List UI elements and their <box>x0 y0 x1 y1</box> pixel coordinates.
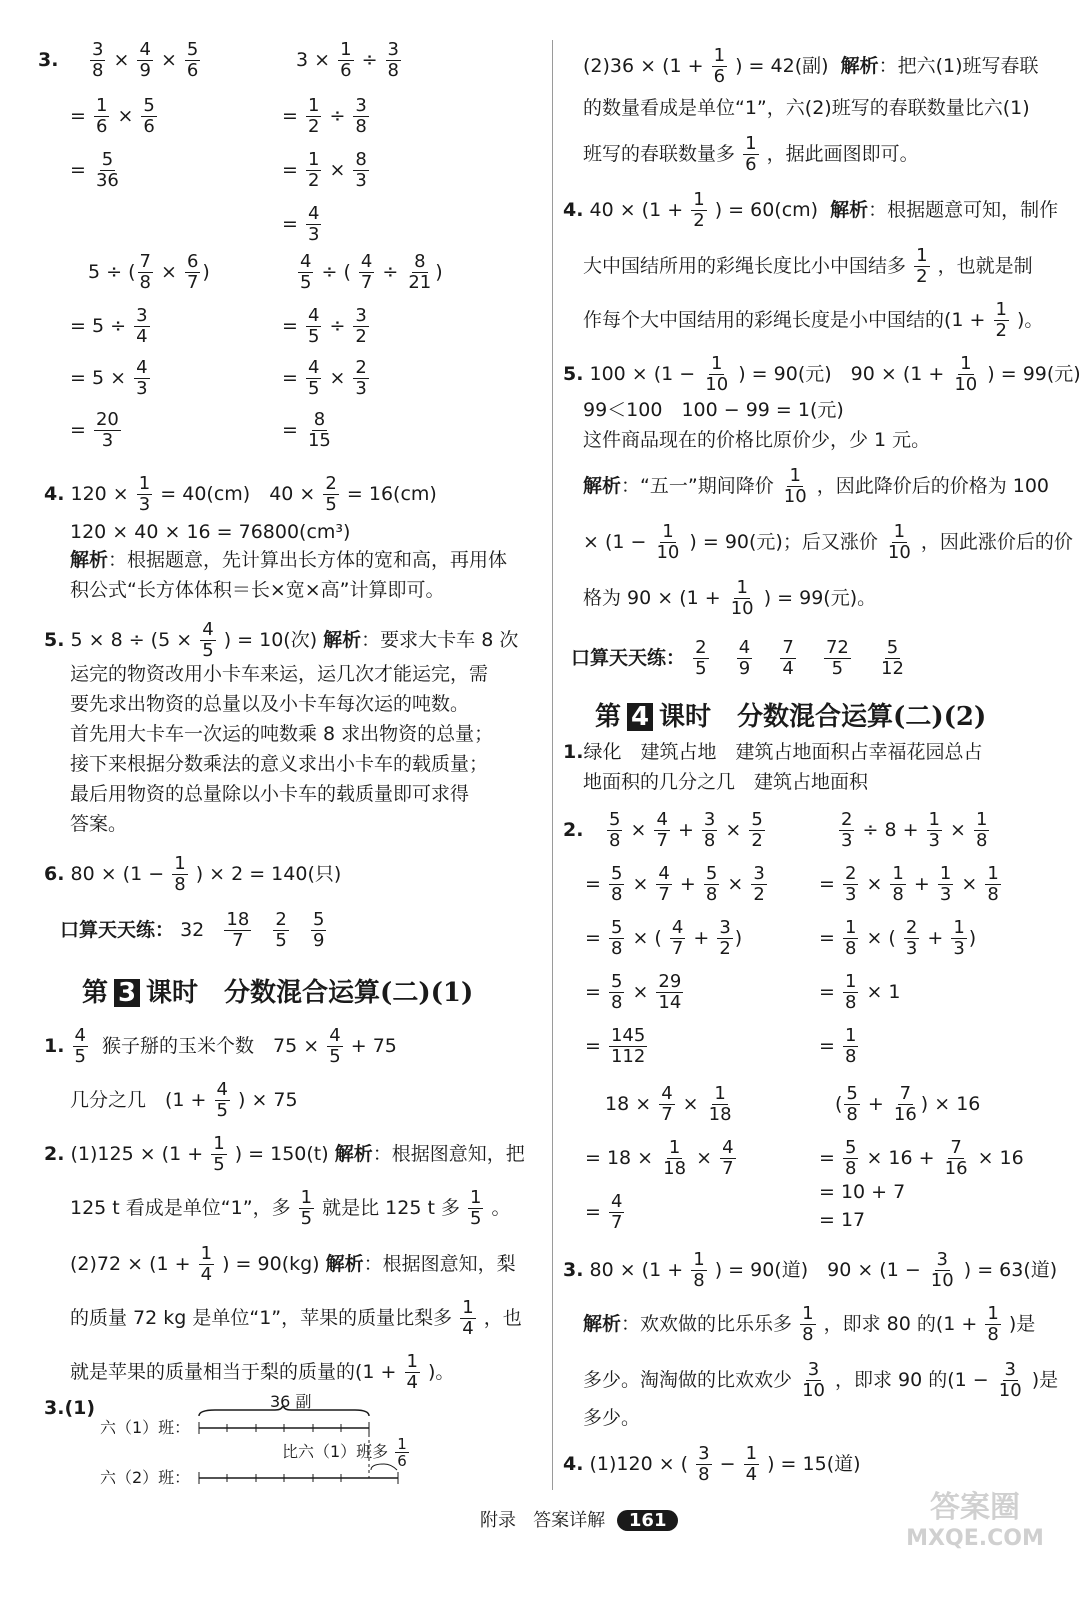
math-line: 4. 40 × (1 + $\frac{1}{2}$ ) = 60(cm) 解析：根据题意可知，制作 <box>563 189 1059 231</box>
math-line: × (1 − $\frac{1}{10}$ ) = 90(元)；后又涨价 $\frac{1}{10}$ ，因此涨价后的价 <box>583 521 1073 563</box>
math-line: 的质量 72 kg 是单位“1”，苹果的质量比梨多 $\frac{1}{4}$ ，也 <box>70 1297 522 1339</box>
math-line: = $\frac{5}{36}$ <box>70 149 119 191</box>
text-line: 要先求出物资的总量以及小卡车每次运的吨数。 <box>70 693 470 715</box>
math-line: = $\frac{5}{8}$ × 16 + $\frac{7}{16}$ × 16 <box>819 1137 1024 1179</box>
math-line: (2)72 × (1 + $\frac{1}{4}$ ) = 90(kg) 解析：根据图意知，梨 <box>70 1243 516 1285</box>
math-line: 几分之几 (1 + $\frac{4}{5}$ ) × 75 <box>70 1079 298 1121</box>
math-line: 5. 100 × (1 − $\frac{1}{10}$ ) = 90(元) 90 × (1 + $\frac{1}{10}$ ) = 99(元) <box>563 353 1081 395</box>
math-line: = 18 × $\frac{1}{18}$ × $\frac{4}{7}$ <box>585 1137 734 1179</box>
math-line: = $\frac{8}{15}$ <box>282 409 331 451</box>
text-line: 答案。 <box>70 813 128 835</box>
text-line: 首先用大卡车一次运的吨数乘 8 求出物资的总量； <box>70 723 494 745</box>
math-line: 3 × $\frac{1}{6}$ ÷ $\frac{3}{8}$ <box>296 39 399 81</box>
math-line: 1. $\frac{4}{5}$ 猴子掰的玉米个数 75 × $\frac{4}{5}$ + 75 <box>44 1025 397 1067</box>
diagram-total-label: 36 副 <box>270 1392 312 1411</box>
math-line: = $\frac{4}{5}$ × $\frac{2}{3}$ <box>282 357 367 399</box>
text-line: 这件商品现在的价格比原价少，少 1 元。 <box>583 429 931 451</box>
text-line: 解析：根据题意，先计算出长方体的宽和高，再用体 <box>70 549 508 571</box>
math-line: = $\frac{5}{8}$ × ( $\frac{4}{7}$ + $\frac{3}{2}$ ) <box>585 917 743 959</box>
math-line: = $\frac{1}{6}$ × $\frac{5}{6}$ <box>70 95 155 137</box>
question-number: 2. <box>563 819 584 841</box>
math-line: 作每个大中国结用的彩绳长度是小中国结的(1 + $\frac{1}{2}$ )。 <box>583 299 1044 341</box>
math-line: = 5 × $\frac{4}{3}$ <box>70 357 148 399</box>
math-line: = $\frac{5}{8}$ × $\frac{29}{14}$ <box>585 971 682 1013</box>
class-2-label: 六（2）班： <box>100 1468 191 1487</box>
text-line: 99＜100 100 − 99 = 1(元) <box>583 399 844 421</box>
more-label: 比六（1）班多 $\frac{1}{6}$ <box>282 1435 407 1470</box>
math-line: 6. 80 × (1 − $\frac{1}{8}$ ) × 2 = 140(只) <box>44 853 342 895</box>
math-line: 大中国结所用的彩绳长度比小中国结多 $\frac{1}{2}$ ，也就是制 <box>583 245 1033 287</box>
math-line: 125 t 看成是单位“1”，多 $\frac{1}{5}$ 就是比 125 t 多 $\frac{1}{5}$ 。 <box>70 1187 511 1229</box>
math-line: = $\frac{1}{8}$ <box>819 1025 857 1067</box>
math-line: $\frac{2}{3}$ ÷ 8 + $\frac{1}{3}$ × $\frac{1}{8}$ <box>841 809 988 851</box>
math-line: = 5 ÷ $\frac{3}{4}$ <box>70 305 148 347</box>
math-line: = $\frac{4}{3}$ <box>282 203 320 245</box>
math-line: = $\frac{1}{2}$ ÷ $\frac{3}{8}$ <box>282 95 367 137</box>
math-line: 4. (1)120 × ( $\frac{3}{8}$ − $\frac{1}{4}$ ) = 15(道) <box>563 1443 861 1485</box>
math-line: 5. 5 × 8 ÷ (5 × $\frac{4}{5}$ ) = 10(次) 解析：要求大卡车 8 次 <box>44 619 519 661</box>
math-line: 3. 80 × (1 + $\frac{1}{8}$ ) = 90(道) 90 × (1 − $\frac{3}{10}$ ) = 63(道) <box>563 1249 1058 1291</box>
oral-practice: 口算天天练： 32 $\frac{18}{7}$ $\frac{2}{5}$ $\frac{5}{9}$ <box>60 909 325 951</box>
math-line: 2. (1)125 × (1 + $\frac{1}{5}$ ) = 150(t) 解析：根据图意知，把 <box>44 1133 525 1175</box>
class-1-label: 六（1）班： <box>100 1418 191 1437</box>
math-line: (2)36 × (1 + $\frac{1}{6}$ ) = 42(副) 解析：把六(1)班写春联 <box>583 45 1039 87</box>
math-line: 5 ÷ ( $\frac{7}{8}$ × $\frac{6}{7}$ ) <box>88 251 210 293</box>
lesson-title: 第 4 课时 分数混合运算(二)(2) <box>595 702 987 732</box>
math-line: 班写的春联数量多 $\frac{1}{6}$ ，据此画图即可。 <box>583 133 919 175</box>
math-line: ( $\frac{5}{8}$ + $\frac{7}{16}$ ) × 16 <box>835 1083 981 1125</box>
math-line: 18 × $\frac{4}{7}$ × $\frac{1}{18}$ <box>605 1083 732 1125</box>
watermark-logo: 答案圈 MXQE.COM <box>906 1490 1044 1551</box>
text-line: 运完的物资改用小卡车来运，运几次才能运完，需 <box>70 663 489 685</box>
question-number: 3.(1) <box>44 1397 96 1419</box>
math-line: = $\frac{20}{3}$ <box>70 409 119 451</box>
oral-practice: 口算天天练： $\frac{2}{5}$ $\frac{4}{9}$ $\frac{7}{4}$ $\frac{72}{5}$ $\frac{5}{12}$ <box>571 637 904 679</box>
math-line: = $\frac{1}{8}$ × ( $\frac{2}{3}$ + $\frac{1}{3}$ ) <box>819 917 977 959</box>
math-line: = $\frac{1}{8}$ × 1 <box>819 971 901 1013</box>
lesson-title: 第 3 课时 分数混合运算(二)(1) <box>82 978 474 1008</box>
text-line: 最后用物资的总量除以小卡车的载质量即可求得 <box>70 783 470 805</box>
math-line: $\frac{3}{8}$ × $\frac{4}{9}$ × $\frac{5}{6}$ <box>92 39 199 81</box>
question-number: 3. <box>38 49 59 71</box>
math-line: $\frac{4}{5}$ ÷ ( $\frac{4}{7}$ ÷ $\frac{8}{21}$ ) <box>300 251 443 293</box>
math-line: 4. 120 × $\frac{1}{3}$ = 40(cm) 40 × $\frac{2}{5}$ = 16(cm) <box>44 473 437 515</box>
page-number: 161 <box>617 1510 679 1531</box>
page-footer: 附录 答案详解 161 <box>480 1506 678 1532</box>
text-line: 积公式“长方体体积＝长×宽×高”计算即可。 <box>70 579 445 601</box>
math-line: = $\frac{5}{8}$ × $\frac{4}{7}$ + $\frac{5}{8}$ × $\frac{3}{2}$ <box>585 863 765 905</box>
fraction: $\frac{4}{9}$ <box>139 39 151 81</box>
text-line: 多少。 <box>583 1407 641 1429</box>
segment-diagram <box>195 1406 425 1488</box>
math-line: 多少。淘淘做的比欢欢少 $\frac{3}{10}$ ，即求 90 的(1 − $\frac{3}{10}$ )是 <box>583 1359 1059 1401</box>
math-line: = 10 + 7 <box>819 1181 906 1203</box>
math-line: = $\frac{4}{7}$ <box>585 1191 623 1233</box>
text-line: 接下来根据分数乘法的意义求出小卡车的载质量； <box>70 753 489 775</box>
math-line: = $\frac{145}{112}$ <box>585 1025 646 1067</box>
math-line: 解析：“五一”期间降价 $\frac{1}{10}$ ，因此降价后的价格为 100 <box>583 465 1050 507</box>
math-line: = $\frac{2}{3}$ × $\frac{1}{8}$ + $\frac{1}{3}$ × $\frac{1}{8}$ <box>819 863 999 905</box>
math-line: = 17 <box>819 1209 866 1231</box>
fraction: $\frac{5}{6}$ <box>186 39 199 81</box>
text-line: 1.绿化 建筑占地 建筑占地面积占幸福花园总占 <box>563 741 983 763</box>
math-line: 格为 90 × (1 + $\frac{1}{10}$ ) = 99(元)。 <box>583 577 877 619</box>
math-line: = $\frac{4}{5}$ ÷ $\frac{3}{2}$ <box>282 305 367 347</box>
math-line: $\frac{5}{8}$ × $\frac{4}{7}$ + $\frac{3}{8}$ × $\frac{5}{2}$ <box>609 809 763 851</box>
math-line: 就是苹果的质量相当于梨的质量的(1 + $\frac{1}{4}$ )。 <box>70 1351 455 1393</box>
text-line: 的数量看成是单位“1”，六(2)班写的春联数量比六(1) <box>583 97 1030 119</box>
math-line: = $\frac{1}{2}$ × $\frac{8}{3}$ <box>282 149 367 191</box>
text-line: 地面积的几分之几 建筑占地面积 <box>583 771 869 793</box>
fraction: $\frac{3}{8}$ <box>92 39 104 81</box>
column-divider <box>552 40 553 1490</box>
math-line: 解析：欢欢做的比乐乐多 $\frac{1}{8}$ ，即求 80 的(1 + $\frac{1}{8}$ )是 <box>583 1303 1036 1345</box>
text-line: 120 × 40 × 16 = 76800(cm³) <box>70 521 351 543</box>
